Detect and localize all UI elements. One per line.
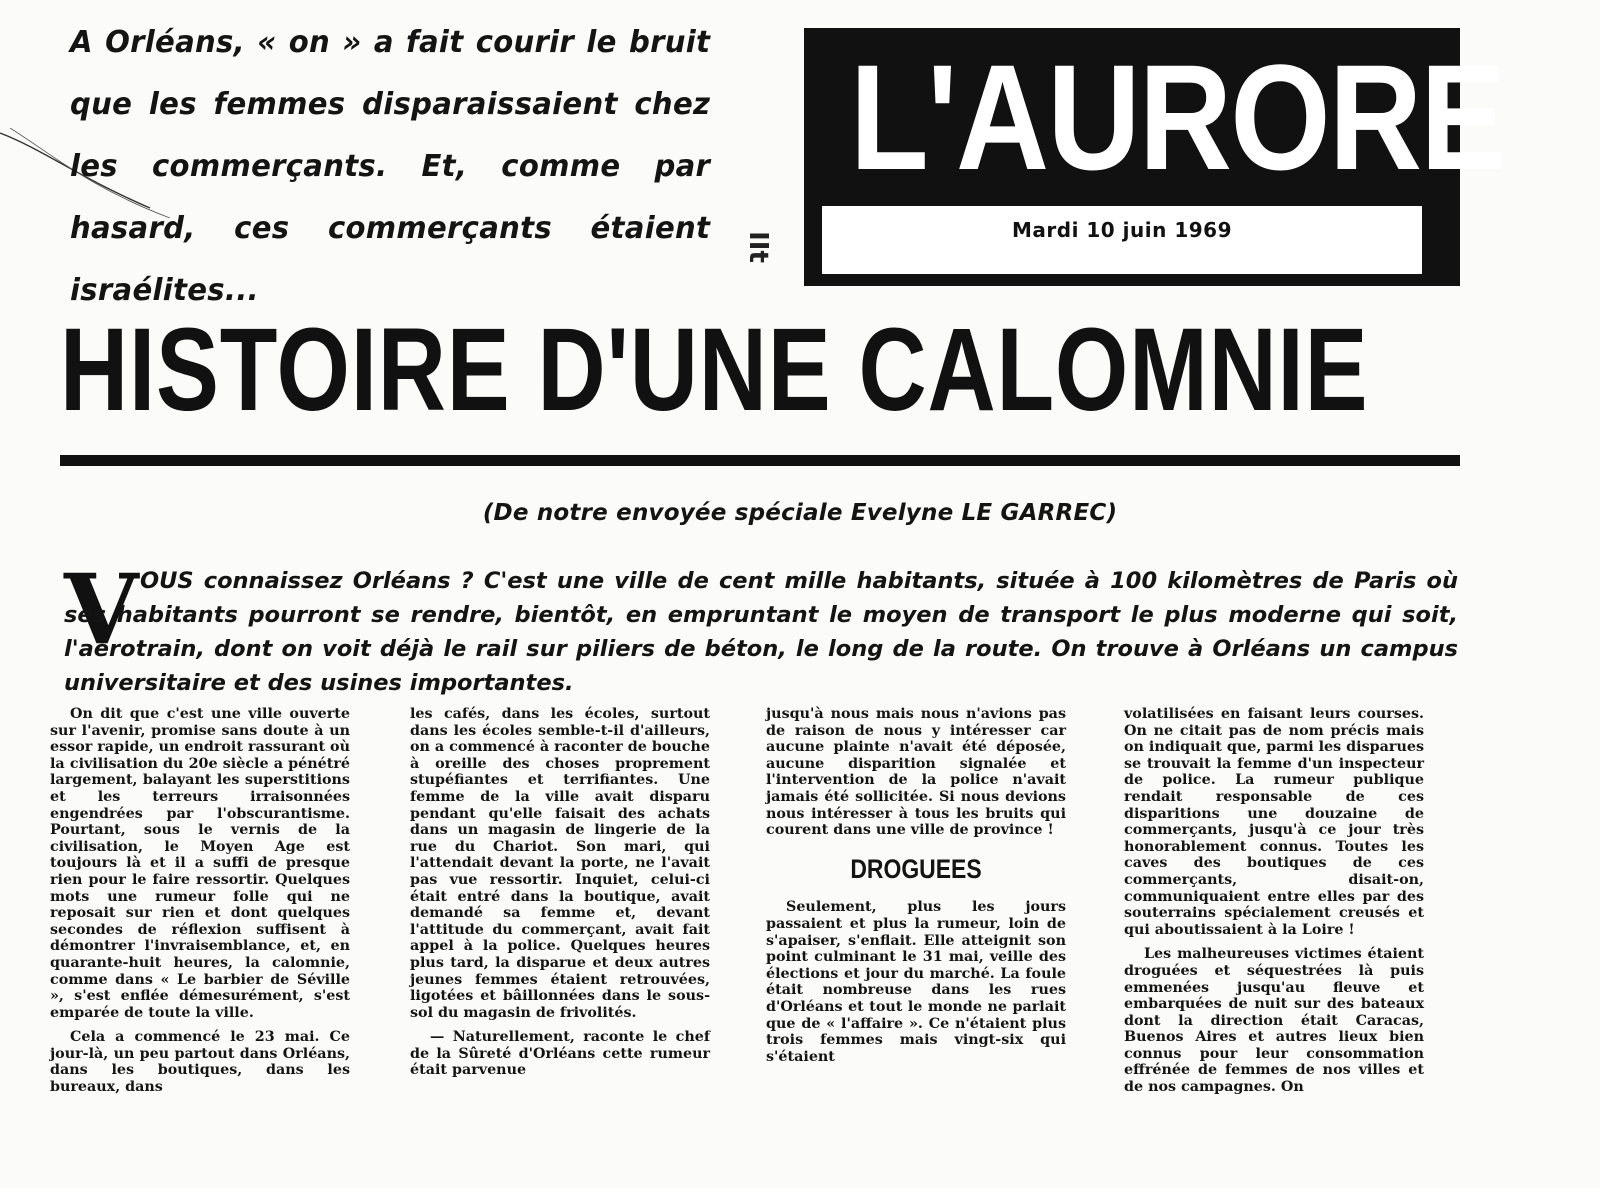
paragraph: jusqu'à nous mais nous n'avions pas de raison de nous y intéresser car aucune plainte n'avait été déposée, aucune disparition signalée et l'intervention de la police n'avait jamais été sollicitée. Si nous devions nous intéresser à tous les bruits qui courent dans une ville de province ! [766,706,1066,839]
lead-text: OUS connaissez Orléans ? C'est une ville de cent mille habitants, située à 100 kilomètres de Paris où ses habitants pourront se rendre, bientôt, en empruntant le moyen de transport le plus moderne qui soit, l'aérotrain, dont on voit déjà le rail sur piliers de béton, le long de la route. On trouve à Orléans un campus universitaire et des usines importantes. [64,568,1458,696]
column-2 [410,706,710,1087]
paragraph: volatilisées en faisant leurs courses. On ne citait pas de nom précis mais on indiquait que, parmi les disparues se trouvait la femme d'un inspecteur de police. La rumeur publique rendait responsable de ces disparitions une douzaine de commerçants, jusqu'à ce jour très honorablement connus. Toutes les caves des boutiques de ces commerçants, disait-on, communiquaient entre elles par des souterrains spécialement creusés et qui aboutissaient à la Loire ! [1124,706,1424,938]
drop-cap: V [64,553,139,666]
teaser-text: A Orléans, « on » a fait courir le bruit que les femmes disparaissaient chez les commerçants. Et, comme par hasard, ces commerçants étaient israélites... [70,25,711,308]
column-1 [50,706,350,1104]
masthead-title: L'AURORE [849,33,1505,201]
paragraph: Seulement, plus les jours passaient et plus la rumeur, loin de s'apaiser, s'enflait. Elle atteignit son point culminant le 31 mai, veille des élections et jour du marché. La foule était nombreuse dans les rues d'Orléans et tout le monde ne parlait que de « l'affaire ». Ce n'étaient plus trois femmes mais vingt-six qui s'étaient [766,899,1066,1065]
column-3 [766,706,1066,1073]
paragraph: On dit que c'est une ville ouverte sur l'avenir, promise sans doute à un essor rapide, un endroit rassurant où la civilisation du 20e siècle a pénétré largement, balayant les superstitions et les terreurs irraisonnées engendrées par l'obscurantisme. Pourtant, sous le vernis de la civilisation, le Moyen Age est toujours là et il a suffi de presque rien pour le faire ressortir. Quelques mots une rumeur folle qui ne reposait sur rien et dont quelques secondes de réflexion suffisent à démontrer l'invraisemblance, et, en quarante-huit heures, la calomnie, comme dans « Le barbier de Séville », s'est enflée démesurément, s'est emparée de toute la ville. [50,706,350,1021]
masthead [804,28,1505,286]
paragraph: Les malheureuses victimes étaient droguées et séquestrées là puis emmenées jusqu'au fleuve et embarquées de nuit sur des bateaux dont la direction était Caracas, Buenos Aires et autres lieux bien connus pour leur consommation effrénée de femmes de nos villes et de nos campagnes. On [1124,946,1424,1096]
masthead-date: Mardi 10 juin 1969 [1011,218,1232,242]
teaser-mark: IIt [742,231,773,263]
lead-paragraph [64,553,1458,702]
paragraph: les cafés, dans les écoles, surtout dans les écoles semble-t-il d'ailleurs, on a commencé à raconter de bouche à oreille des choses proprement stupéfiantes et terrifiantes. Une femme de la ville avait disparu pendant qu'elle faisait des achats dans un magasin de lingerie de la rue du Chariot. Son mari, qui l'attendait devant la porte, ne l'avait pas vue ressortir. Inquiet, celui-ci était entré dans la boutique, avait demandé sa femme et, devant l'attitude du commerçant, avait fait appel à la police. Quelques heures plus tard, la disparue et deux autres jeunes femmes étaient retrouvées, ligotées et bâillonnées dans le sous-sol du magasin de frivolités. [410,706,710,1021]
masthead-date-box [822,206,1422,274]
headline: HISTOIRE D'UNE CALOMNIE [60,304,1369,436]
headline-rule [60,455,1460,466]
paragraph: — Naturellement, raconte le chef de la Sûreté d'Orléans cette rumeur était parvenue [410,1029,710,1079]
subheading: DROGUEES [850,853,982,884]
column-4 [1124,706,1424,1104]
byline: (De notre envoyée spéciale Evelyne LE GARREC) [482,500,1118,526]
article-columns [50,706,1460,1188]
paragraph: Cela a commencé le 23 mai. Ce jour-là, un peu partout dans Orléans, dans les boutiques, dans les bureaux, dans [50,1029,350,1096]
